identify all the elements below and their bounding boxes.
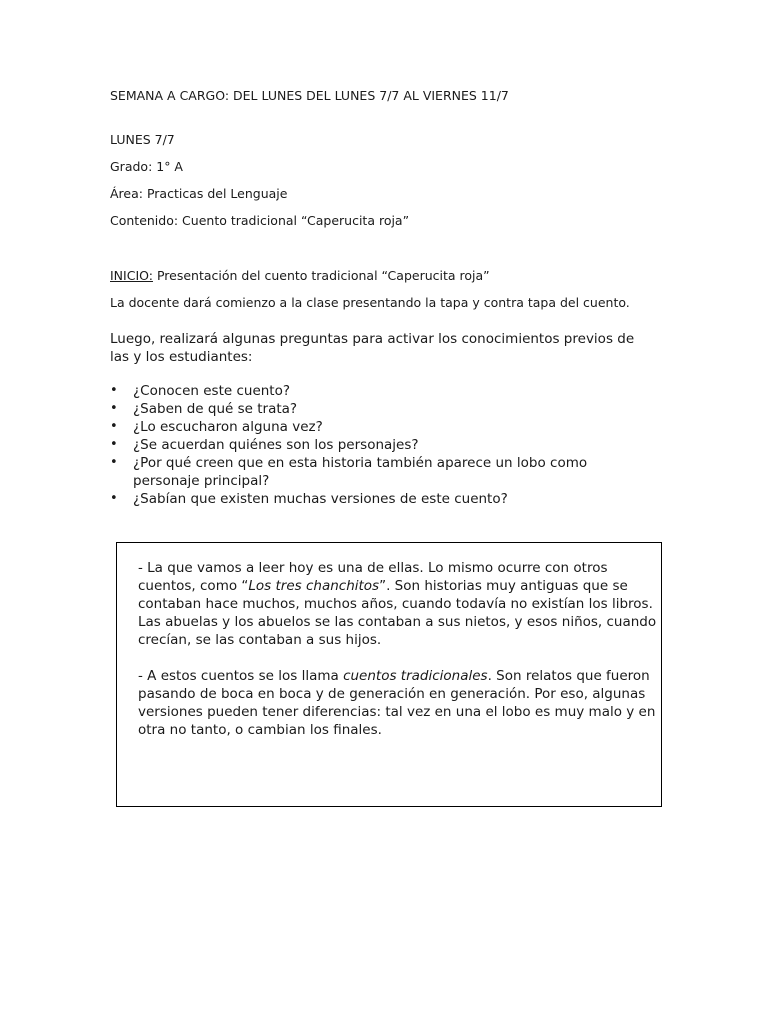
bullet-icon: •	[110, 383, 118, 398]
luego-paragraph: Luego, realizará algunas preguntas para activar los conocimientos previos de las y los estudiantes:	[110, 331, 635, 365]
list-item: • ¿Saben de qué se trata?	[110, 401, 298, 417]
semana-heading: SEMANA A CARGO: DEL LUNES DEL LUNES 7/7 AL VIERNES 11/7	[110, 88, 509, 103]
list-item: • ¿Sabían que existen muchas versiones de este cuento?	[110, 491, 508, 507]
inicio-line	[110, 268, 490, 283]
box-paragraph-2: - A estos cuentos se los llama cuentos tradicionales. Son relatos que fueron pasando de boca en boca y de generación en generación. Por eso, algunas versiones pueden tener diferencias: tal vez en una el lobo es muy malo y en otra no tanto, o cambian los finales.	[138, 668, 656, 738]
list-item: • ¿Se acuerdan quiénes son los personajes?	[110, 437, 419, 453]
inicio-label: INICIO:	[110, 268, 153, 283]
text-box	[116, 542, 662, 807]
contenido-line: Contenido: Cuento tradicional “Caperucita roja”	[110, 213, 410, 228]
text-box-content	[138, 559, 658, 739]
bullet-icon: •	[110, 437, 118, 452]
bullet-icon: •	[110, 491, 118, 506]
bullet-icon: •	[110, 419, 118, 434]
italic-title: Los tres chanchitos	[248, 578, 380, 594]
dia-line: LUNES 7/7	[110, 132, 175, 147]
italic-term: cuentos tradicionales	[343, 668, 488, 684]
list-item: • ¿Lo escucharon alguna vez?	[110, 419, 323, 435]
box-paragraph-1: - La que vamos a leer hoy es una de ellas. Lo mismo ocurre con otros cuentos, como “Los tres chanchitos”. Son historias muy antiguas que se contaban hace muchos, muchos años, cuando todavía no existían los libros. Las abuelas y los abuelos se las contaban a sus nietos, y esos niños, cuando crecían, se las contaban a sus hijos.	[138, 560, 657, 648]
area-line: Área: Practicas del Lenguaje	[110, 186, 288, 201]
grado-line: Grado: 1° A	[110, 159, 183, 174]
inicio-text: Presentación del cuento tradicional “Caperucita roja”	[152, 268, 490, 283]
bullet-icon: •	[110, 455, 118, 470]
bullet-icon: •	[110, 401, 118, 416]
list-item: • ¿Por qué creen que en esta historia también aparece un lobo como personaje principal?	[110, 455, 588, 489]
list-item: • ¿Conocen este cuento?	[110, 383, 291, 399]
preguntas-list	[110, 382, 650, 508]
docente-line: La docente dará comienzo a la clase presentando la tapa y contra tapa del cuento.	[110, 295, 630, 310]
